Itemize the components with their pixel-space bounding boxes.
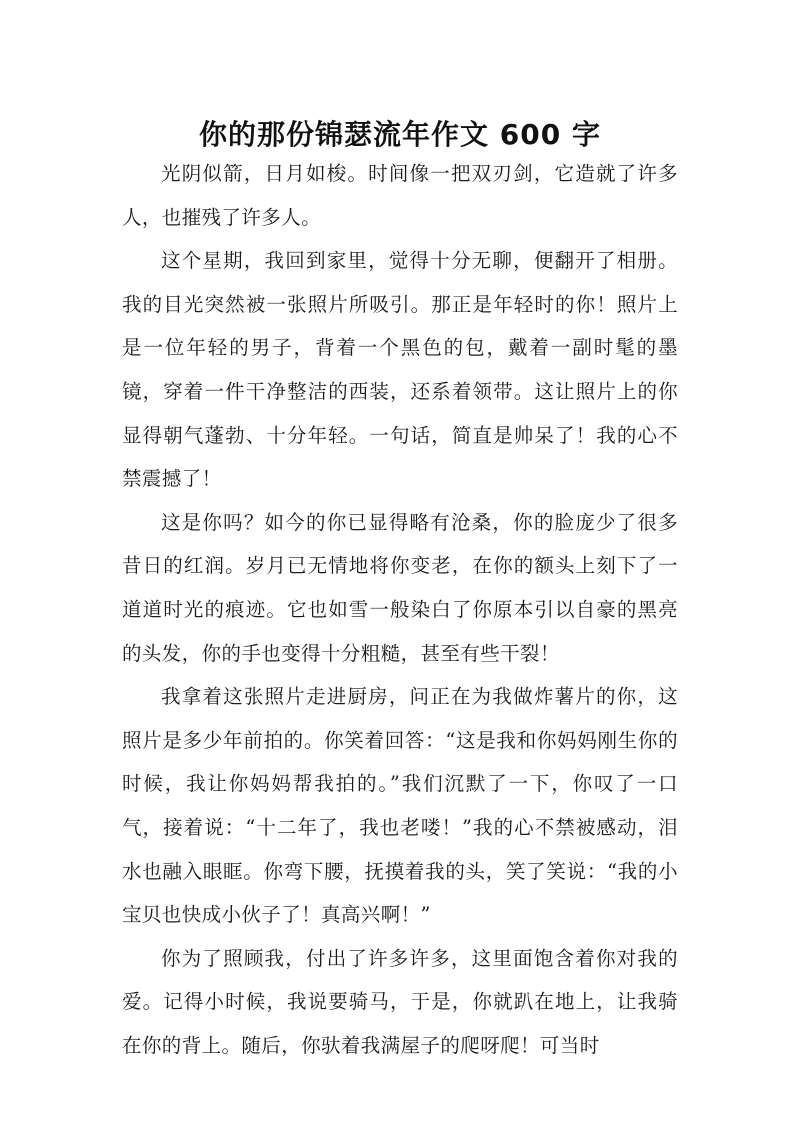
paragraph-2: 这个星期，我回到家里，觉得十分无聊，便翻开了相册。我的目光突然被一张照片所吸引。那正是年轻时的你！照片上是一位年轻的男子，背着一个黑色的包，戴着一副时髦的墨镜，穿着一件干净整洁的西装，还系着领带。这让照片上的你显得朝气蓬勃、十分年轻。一句话，简直是帅呆了！我的心不禁震撼了！ <box>122 249 678 491</box>
paragraph-1: 光阴似箭，日月如梭。时间像一把双刃剑，它造就了许多人，也摧残了许多人。 <box>122 162 678 229</box>
page-title: 你的那份锦瑟流年作文 600 字 <box>199 117 601 151</box>
essay-body <box>122 152 678 1067</box>
paragraph-4: 我拿着这张照片走进厨房，问正在为我做炸薯片的你，这照片是多少年前拍的。你笑着回答：“这是我和你妈妈刚生你的时候，我让你妈妈帮我拍的。”我们沉默了一下，你叹了一口气，接着说：“十二年了，我也老喽！”我的心不禁被感动，泪水也融入眼眶。你弯下腰，抚摸着我的头，笑了笑说：“我的小宝贝也快成小伙子了！真高兴啊！” <box>122 685 678 927</box>
paragraph-3: 这是你吗？如今的你已显得略有沧桑，你的脸庞少了很多昔日的红润。岁月已无情地将你变老，在你的额头上刻下了一道道时光的痕迹。它也如雪一般染白了你原本引以自豪的黑亮的头发，你的手也变得十分粗糙，甚至有些干裂！ <box>122 510 678 665</box>
paragraph-5: 你为了照顾我，付出了许多许多，这里面饱含着你对我的爱。记得小时候，我说要骑马，于是，你就趴在地上，让我骑在你的背上。随后，你驮着我满屋子的爬呀爬！可当时 <box>122 946 678 1057</box>
